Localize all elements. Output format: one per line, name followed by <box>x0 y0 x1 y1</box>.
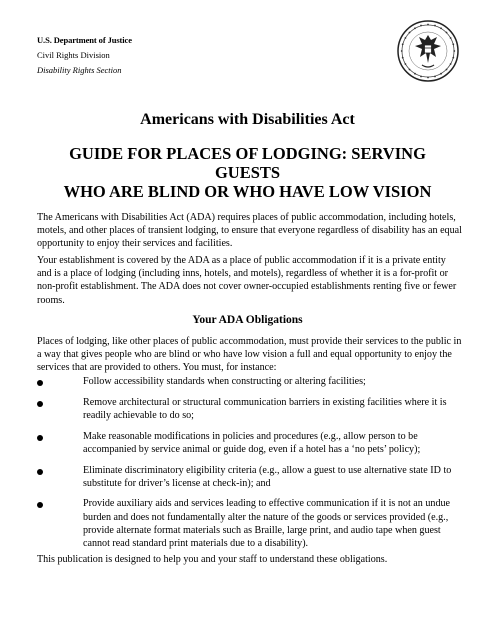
bullet-icon <box>37 469 43 475</box>
doj-seal-icon <box>396 19 460 83</box>
list-item-text: Make reasonable modifications in policies and procedures (e.g., allow person to be accompanied by service animal or guide dog, even if a hotel has a ‘no pets’ policy); <box>83 430 421 455</box>
list-item <box>37 430 467 456</box>
list-item-text: Remove architectural or structural communication barriers in existing facilities where it is readily achievable to do so; <box>83 396 447 421</box>
department-name: U.S. Department of Justice <box>37 35 132 45</box>
list-item <box>37 375 467 388</box>
list-item-text: Eliminate discriminatory eligibility criteria (e.g., allow a guest to use alternative state ID to substitute for driver’s license at check-in); and <box>83 464 452 489</box>
bullet-icon <box>37 380 43 386</box>
division-name: Civil Rights Division <box>37 50 110 60</box>
list-item-text: Provide auxiliary aids and services leading to effective communication if it is not an undue burden and does not fundamentally alter the nature of the goods or services provided (e.g., provide alternate format materials such as Braille, large print, and audio tape when guest cannot read standard print materials due to a disability). <box>83 498 451 550</box>
obligations-intro: Places of lodging, like other places of public accommodation, must provide their services to the public in a way that gives people who are blind or who have low vision a full and equal opportunity to enjoy the services that are provided to others. You must, for instance: <box>37 336 462 374</box>
bullet-icon <box>37 502 43 508</box>
letterhead <box>37 33 132 78</box>
section-name: Disability Rights Section <box>37 65 122 75</box>
section-heading: Your ADA Obligations <box>192 314 303 326</box>
bullet-icon <box>37 401 43 407</box>
subtitle-line-1: GUIDE FOR PLACES OF LODGING: SERVING GUESTS <box>69 144 426 182</box>
list-item <box>37 396 467 422</box>
document-subtitle <box>40 144 455 201</box>
list-item <box>37 497 467 550</box>
list-item-text: Follow accessibility standards when constructing or altering facilities; <box>83 376 366 387</box>
list-item <box>37 464 467 490</box>
intro-paragraph: The Americans with Disabilities Act (ADA) requires places of public accommodation, including hotels, motels, and other places of transient lodging, to ensure that everyone regardless of disability has an equal opportunity to enjoy their services and facilities. <box>37 212 462 250</box>
document-title: Americans with Disabilities Act <box>140 111 355 128</box>
closing-paragraph: This publication is designed to help you and your staff to understand these obligations. <box>37 554 388 565</box>
subtitle-line-2: WHO ARE BLIND OR WHO HAVE LOW VISION <box>63 182 432 201</box>
bullet-icon <box>37 435 43 441</box>
coverage-paragraph: Your establishment is covered by the ADA as a place of public accommodation if it is a private entity and is a place of lodging (including inns, hotels, and motels), regardless of whether it is a for-profit or non-profit establishment. The ADA does not cover owner-occupied establishments renting five or fewer rooms. <box>37 255 457 306</box>
obligations-list <box>37 375 467 558</box>
